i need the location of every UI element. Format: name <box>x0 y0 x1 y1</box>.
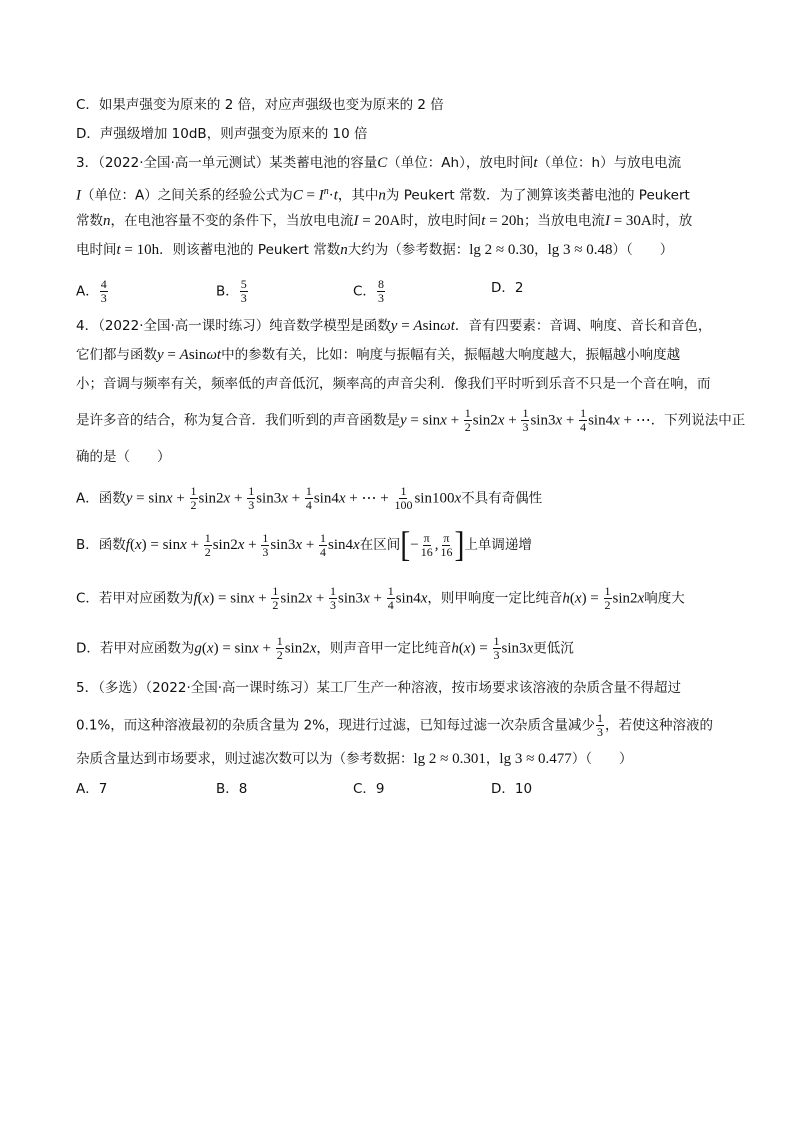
q2-option-d: D．声强级增加 10dB，则声强变为原来的 10 倍 <box>76 126 368 142</box>
q2-option-c: C．如果声强变为原来的 2 倍，对应声强级也变为原来的 2 倍 <box>76 97 444 113</box>
q3-line-2: I（单位：A）之间关系的经验公式为$C = I^n\cdot t$，其中n为 Peukert 常数．为了测算该类蓄电池的 Peukert <box>76 186 690 204</box>
q5-option-b: B．8 <box>216 781 248 797</box>
q4-line-2: 它们都与函数y = Asinωt中的参数有关，比如：响度与振幅有关，振幅越大响度越大，振幅越小响度越 <box>76 347 681 363</box>
q3-option-b: B． $\frac{5}{3}$ <box>216 277 247 305</box>
q3-line-3: 常数n，在电池容量不变的条件下，当放电电流I = 20A时，放电时间t = 20h；当放电电流I = 30A时，放 <box>76 213 693 229</box>
q5-line-1: 5．（多选）（2022·全国·高一课时练习）某工厂生产一种溶液，按市场要求该溶液的杂质含量不得超过 <box>76 680 682 696</box>
q4-option-d: D．若甲对应函数为g(x) = sinx + $\frac{1}{2}$ sin2x，则声音甲一定比纯音h(x) = $\frac{1}{3}$ sin3x更低沉 <box>76 634 574 662</box>
q3-line-1: 3．（2022·全国·高一单元测试）某类蓄电池的容量C（单位：Ah），放电时间t（单位：h）与放电电流 <box>76 155 682 171</box>
q5-line-3: 杂质含量达到市场要求，则过滤次数可以为（参考数据：lg 2 ≈ 0.301，lg 3 ≈ 0.477）（ ） <box>76 751 633 767</box>
q5-option-a: A．7 <box>76 781 108 797</box>
q4-line-5: 确的是（ ） <box>76 449 171 465</box>
q5-option-c: C．9 <box>353 781 385 797</box>
q4-line-3: 小；音调与频率有关，频率低的声音低沉，频率高的声音尖利．像我们平时听到乐音不只是一个音在响，而 <box>76 376 711 392</box>
q3-option-c: C． $\frac{8}{3}$ <box>353 277 384 305</box>
q4-line-4: 是许多音的结合，称为复合音．我们听到的声音函数是y = sinx + $\frac{1}{2}$ sin2x + $\frac{1}{3}$ sin3x + $\frac{1}{4}$ sin4x + ⋯．下列说法中正 <box>76 406 746 434</box>
q3-line-4: 电时间t = 10h．则该蓄电池的 Peukert 常数n大约为（参考数据：lg 2 ≈ 0.30，lg 3 ≈ 0.48）（ ） <box>76 242 674 258</box>
q3-option-d: D．2 <box>491 280 524 296</box>
q4-option-b: B．函数f(x) = sinx + $\frac{1}{2}$ sin2x + $\frac{1}{3}$ sin3x + $\frac{1}{4}$ sin4x在区间[− $\frac{\pi}{16}$ , $\frac{\pi}{16}$ ]上单调递增 <box>76 524 532 565</box>
q4-line-1: 4．（2022·全国·高一课时练习）纯音数学模型是函数y = Asinωt．音有四要素：音调、响度、音长和音色， <box>76 318 712 334</box>
q4-option-a: A．函数y = sinx + $\frac{1}{2}$ sin2x + $\frac{1}{3}$ sin3x + $\frac{1}{4}$ sin4x + ⋯ + $\frac{1}{100}$ sin100x不具有奇偶性 <box>76 484 543 512</box>
q4-option-c: C．若甲对应函数为f(x) = sinx + $\frac{1}{2}$ sin2x + $\frac{1}{3}$ sin3x + $\frac{1}{4}$ sin4x，则甲响度一定比纯音h(x) = $\frac{1}{2}$ sin2x响度大 <box>76 584 685 612</box>
q5-option-d: D．10 <box>491 781 533 797</box>
q5-line-2: 0.1%，而这种溶液最初的杂质含量为 2%，现进行过滤，已知每过滤一次杂质含量减少 $\frac{1}{3}$ ，若使这种溶液的 <box>76 711 714 739</box>
q3-option-a: A． $\frac{4}{3}$ <box>76 277 107 305</box>
